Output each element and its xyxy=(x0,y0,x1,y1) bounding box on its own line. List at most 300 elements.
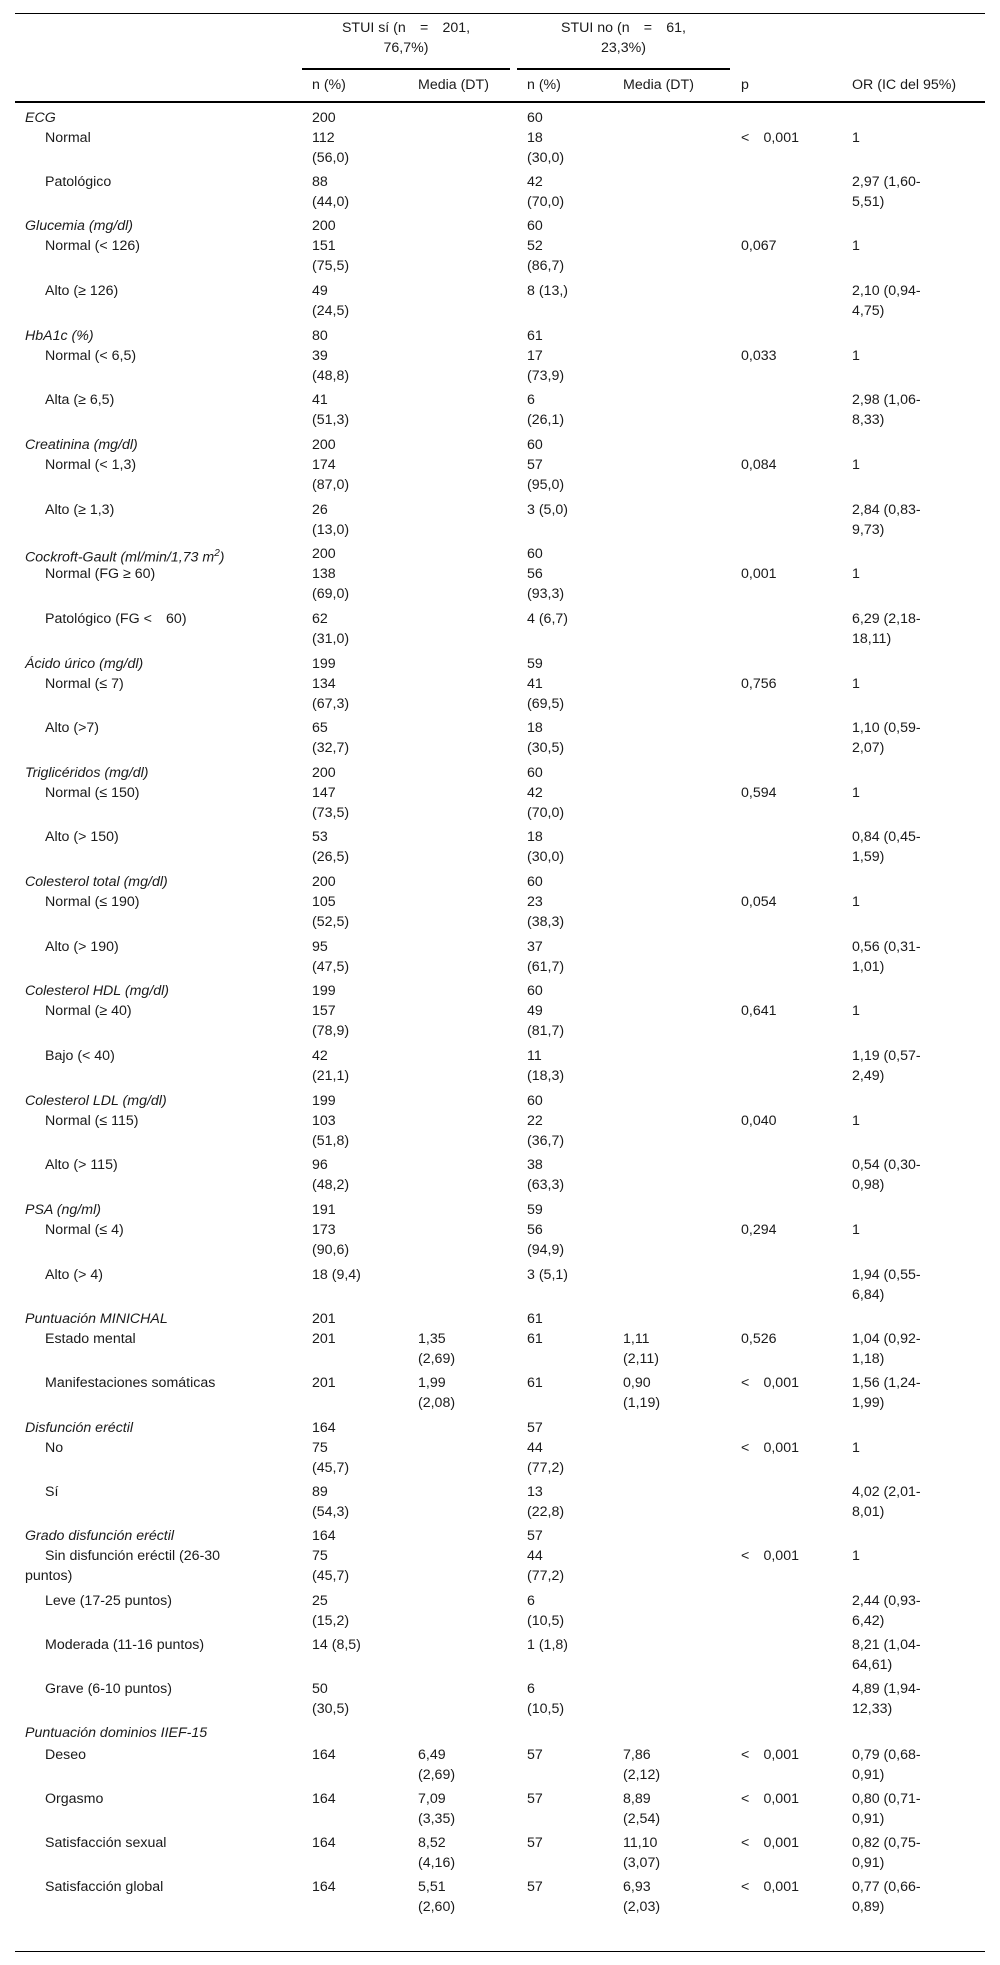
cell-si-n: 164 xyxy=(312,1835,336,1851)
cell-or: 0,84 (0,45- xyxy=(852,829,921,845)
cell-si-n: 164 xyxy=(312,1791,336,1807)
cell-p-value: < 0,001 xyxy=(741,130,799,146)
row-label: Manifestaciones somáticas xyxy=(45,1375,216,1391)
cell-no-n: 57 xyxy=(527,1879,543,1895)
cell-si-pct: (45,7) xyxy=(312,1460,350,1476)
cell-or-cont: 64,61) xyxy=(852,1657,893,1673)
cell-si-media: 7,09 xyxy=(418,1791,446,1807)
cell-no-n: 60 xyxy=(527,1093,543,1109)
cell-si-n: 103 xyxy=(312,1113,336,1129)
group-header-line: 76,7%) xyxy=(383,40,429,56)
table-bottom-rule xyxy=(15,1951,985,1952)
section-label: Puntuación dominios IIEF-15 xyxy=(25,1725,208,1741)
cell-no-n: 59 xyxy=(527,1202,543,1218)
cell-no-n: 57 xyxy=(527,1528,543,1544)
cell-or: 1 xyxy=(852,348,860,364)
cell-or: 1,19 (0,57- xyxy=(852,1048,921,1064)
cell-si-pct: (73,5) xyxy=(312,805,350,821)
row-label: Deseo xyxy=(45,1747,87,1763)
cell-no-n: 60 xyxy=(527,874,543,890)
cell-si-pct: (15,2) xyxy=(312,1613,350,1629)
cell-or: 1 xyxy=(852,457,860,473)
cell-no-pct: (94,9) xyxy=(527,1242,565,1258)
cell-si-n: 173 xyxy=(312,1222,336,1238)
cell-si-n: 89 xyxy=(312,1484,328,1500)
cell-or: 1 xyxy=(852,1548,860,1564)
cell-si-n: 14 (8,5) xyxy=(312,1637,361,1653)
cell-si-pct: (44,0) xyxy=(312,194,350,210)
row-label: Normal (≤ 115) xyxy=(45,1113,139,1129)
cell-or: 1 xyxy=(852,1222,860,1238)
cell-no-n: 61 xyxy=(527,1375,543,1391)
cell-no-pct: (93,3) xyxy=(527,586,565,602)
cell-no-n: 60 xyxy=(527,110,543,126)
cell-si-media: 8,52 xyxy=(418,1835,446,1851)
cell-si-n: 147 xyxy=(312,785,336,801)
cell-no-pct: (18,3) xyxy=(527,1068,565,1084)
section-label: PSA (ng/ml) xyxy=(25,1202,101,1218)
cell-or-cont: 0,89) xyxy=(852,1899,885,1915)
cell-no-n: 41 xyxy=(527,676,543,692)
section-label: Triglicéridos (mg/dl) xyxy=(25,765,149,781)
group-no-rule xyxy=(517,68,730,70)
cell-or: 1,10 (0,59- xyxy=(852,720,921,736)
cell-p-value: 0,084 xyxy=(741,457,777,473)
cell-no-n: 61 xyxy=(527,1311,543,1327)
cell-no-n: 49 xyxy=(527,1003,543,1019)
cell-no-pct: (73,9) xyxy=(527,368,565,384)
row-label: Alto (≥ 126) xyxy=(45,283,119,299)
cell-or: 4,89 (1,94- xyxy=(852,1681,921,1697)
cell-si-dt: (4,16) xyxy=(418,1855,456,1871)
row-label: Alto (> 150) xyxy=(45,829,119,845)
cell-no-pct: (81,7) xyxy=(527,1023,565,1039)
cell-si-pct: (54,3) xyxy=(312,1504,350,1520)
cell-si-n: 134 xyxy=(312,676,336,692)
row-label: Moderada (11-16 puntos) xyxy=(45,1637,205,1653)
col-header-p: p xyxy=(741,77,749,93)
section-label: Disfunción eréctil xyxy=(25,1420,134,1436)
cell-si-n: 199 xyxy=(312,656,336,672)
cell-si-n: 200 xyxy=(312,110,336,126)
cell-no-n: 13 xyxy=(527,1484,543,1500)
cell-or-cont: 0,91) xyxy=(852,1811,885,1827)
cell-or: 6,29 (2,18- xyxy=(852,611,921,627)
cell-or-cont: 1,59) xyxy=(852,849,885,865)
cell-si-pct: (75,5) xyxy=(312,258,350,274)
cell-no-n: 3 (5,1) xyxy=(527,1267,569,1283)
cell-si-dt: (2,08) xyxy=(418,1395,456,1411)
cell-or: 0,79 (0,68- xyxy=(852,1747,921,1763)
cell-or: 1 xyxy=(852,130,860,146)
cell-si-n: 50 xyxy=(312,1681,328,1697)
cell-no-n: 60 xyxy=(527,437,543,453)
cell-or: 0,56 (0,31- xyxy=(852,939,921,955)
cell-si-n: 26 xyxy=(312,502,328,518)
cell-or: 1 xyxy=(852,1440,860,1456)
section-label: Ácido úrico (mg/dl) xyxy=(25,656,144,672)
cell-si-media: 1,99 xyxy=(418,1375,446,1391)
cell-no-n: 11 xyxy=(527,1048,542,1064)
cell-si-pct: (48,2) xyxy=(312,1177,350,1193)
cell-or-cont: 6,42) xyxy=(852,1613,885,1629)
cell-si-pct: (52,5) xyxy=(312,914,350,930)
section-label: Creatinina (mg/dl) xyxy=(25,437,138,453)
section-label: Cockroft-Gault (ml/min/1,73 $m^2$) xyxy=(25,548,225,566)
section-label: ECG xyxy=(25,110,56,126)
cell-no-n: 37 xyxy=(527,939,543,955)
cell-or: 1 xyxy=(852,676,860,692)
cell-no-n: 60 xyxy=(527,765,543,781)
cell-si-n: 164 xyxy=(312,1528,336,1544)
section-label: Colesterol HDL (mg/dl) xyxy=(25,983,170,999)
group-si-rule xyxy=(302,68,510,70)
cell-no-pct: (10,5) xyxy=(527,1613,565,1629)
cell-si-dt: (2,69) xyxy=(418,1351,456,1367)
cell-no-n: 6 xyxy=(527,1593,535,1609)
row-label: Normal (< 6,5) xyxy=(45,348,137,364)
cell-si-media: 6,49 xyxy=(418,1747,446,1763)
cell-si-n: 42 xyxy=(312,1048,328,1064)
row-label: Satisfacción sexual xyxy=(45,1835,167,1851)
cell-no-pct: (63,3) xyxy=(527,1177,565,1193)
cell-si-n: 164 xyxy=(312,1420,336,1436)
row-label: Normal (≤ 7) xyxy=(45,676,124,692)
cell-si-pct: (13,0) xyxy=(312,522,350,538)
cell-no-n: 60 xyxy=(527,983,543,999)
cell-si-n: 199 xyxy=(312,1093,336,1109)
cell-no-pct: (69,5) xyxy=(527,696,565,712)
cell-no-media: 11,10 xyxy=(623,1835,658,1851)
cell-si-dt: (2,69) xyxy=(418,1767,456,1783)
cell-or: 1 xyxy=(852,238,860,254)
cell-or: 2,44 (0,93- xyxy=(852,1593,921,1609)
cell-p-value: 0,067 xyxy=(741,238,777,254)
cell-si-pct: (67,3) xyxy=(312,696,350,712)
row-label: Patológico (FG < 60) xyxy=(45,611,187,627)
cell-or-cont: 0,91) xyxy=(852,1855,885,1871)
cell-no-dt: (2,03) xyxy=(623,1899,661,1915)
cell-si-dt: (2,60) xyxy=(418,1899,456,1915)
cell-no-n: 57 xyxy=(527,1791,543,1807)
cell-p-value: < 0,001 xyxy=(741,1791,799,1807)
cell-si-n: 75 xyxy=(312,1548,328,1564)
cell-no-n: 56 xyxy=(527,1222,543,1238)
cell-p-value: 0,641 xyxy=(741,1003,777,1019)
cell-no-pct: (30,0) xyxy=(527,849,565,865)
cell-no-media: 0,90 xyxy=(623,1375,651,1391)
cell-si-n: 200 xyxy=(312,874,336,890)
cell-or: 1,56 (1,24- xyxy=(852,1375,921,1391)
cell-si-n: 138 xyxy=(312,566,336,582)
group-header-line: STUI sí (n = 201, xyxy=(341,20,471,36)
cell-no-n: 4 (6,7) xyxy=(527,611,569,627)
cell-or-cont: 2,49) xyxy=(852,1068,885,1084)
cell-no-n: 17 xyxy=(527,348,543,364)
cell-no-n: 60 xyxy=(527,546,543,562)
cell-si-n: 201 xyxy=(312,1375,336,1391)
cell-no-n: 23 xyxy=(527,894,543,910)
group-header-stui-no xyxy=(517,18,730,58)
cell-no-n: 57 xyxy=(527,1835,543,1851)
cell-or: 1 xyxy=(852,894,860,910)
cell-no-pct: (26,1) xyxy=(527,412,565,428)
cell-no-n: 18 xyxy=(527,720,543,736)
cell-si-pct: (24,5) xyxy=(312,303,350,319)
cell-no-dt: (1,19) xyxy=(623,1395,661,1411)
cell-or-cont: 0,98) xyxy=(852,1177,885,1193)
cell-si-pct: (47,5) xyxy=(312,959,350,975)
cell-no-n: 57 xyxy=(527,1420,543,1436)
table-top-rule xyxy=(15,13,985,14)
cell-no-n: 57 xyxy=(527,1747,543,1763)
cell-no-pct: (86,7) xyxy=(527,258,565,274)
row-label: Alto (>7) xyxy=(45,720,100,736)
cell-si-n: 157 xyxy=(312,1003,336,1019)
cell-no-media: 6,93 xyxy=(623,1879,651,1895)
cell-p-value: < 0,001 xyxy=(741,1548,799,1564)
group-header-line: 23,3%) xyxy=(601,40,646,56)
cell-no-n: 18 xyxy=(527,829,543,845)
row-label: Normal (FG ≥ 60) xyxy=(45,566,156,582)
cell-si-n: 200 xyxy=(312,437,336,453)
cell-no-n: 57 xyxy=(527,457,543,473)
cell-p-value: < 0,001 xyxy=(741,1747,799,1763)
cell-si-n: 201 xyxy=(312,1311,336,1327)
col-header-media-no: Media (DT) xyxy=(623,77,694,93)
cell-si-dt: (3,35) xyxy=(418,1811,456,1827)
cell-si-n: 95 xyxy=(312,939,328,955)
cell-si-n: 53 xyxy=(312,829,328,845)
cell-no-n: 56 xyxy=(527,566,543,582)
cell-or: 0,54 (0,30- xyxy=(852,1157,921,1173)
cell-p-value: < 0,001 xyxy=(741,1879,799,1895)
cell-or-cont: 6,84) xyxy=(852,1287,885,1303)
cell-si-n: 164 xyxy=(312,1879,336,1895)
cell-si-n: 62 xyxy=(312,611,328,627)
superscript: 2 xyxy=(214,548,220,559)
cell-or: 0,77 (0,66- xyxy=(852,1879,921,1895)
section-label: Colesterol LDL (mg/dl) xyxy=(25,1093,167,1109)
cell-si-n: 174 xyxy=(312,457,336,473)
cell-or-cont: 18,11) xyxy=(852,631,892,647)
row-label: Bajo (< 40) xyxy=(45,1048,115,1064)
cell-or: 8,21 (1,04- xyxy=(852,1637,921,1653)
cell-si-pct: (56,0) xyxy=(312,150,350,166)
cell-si-media: 1,35 xyxy=(418,1331,446,1347)
cell-no-media: 1,11 xyxy=(623,1331,650,1347)
cell-si-n: 80 xyxy=(312,328,328,344)
cell-no-n: 44 xyxy=(527,1440,543,1456)
cell-si-media: 5,51 xyxy=(418,1879,446,1895)
row-label: Alto (≥ 1,3) xyxy=(45,502,115,518)
cell-or-cont: 1,01) xyxy=(852,959,885,975)
row-label: Alto (> 4) xyxy=(45,1267,103,1283)
cell-no-n: 6 xyxy=(527,392,535,408)
cell-p-value: 0,001 xyxy=(741,566,777,582)
row-label: Normal (≤ 4) xyxy=(45,1222,124,1238)
cell-no-dt: (2,12) xyxy=(623,1767,661,1783)
cell-or-cont: 1,99) xyxy=(852,1395,885,1411)
cell-no-pct: (36,7) xyxy=(527,1133,565,1149)
cell-no-n: 61 xyxy=(527,1331,543,1347)
row-label: Grave (6-10 puntos) xyxy=(45,1681,172,1697)
cell-p-value: < 0,001 xyxy=(741,1440,799,1456)
cell-si-pct: (45,7) xyxy=(312,1568,350,1584)
cell-si-pct: (31,0) xyxy=(312,631,350,647)
cell-no-pct: (70,0) xyxy=(527,805,565,821)
cell-no-n: 59 xyxy=(527,656,543,672)
cell-or: 1,94 (0,55- xyxy=(852,1267,921,1283)
cell-si-pct: (51,8) xyxy=(312,1133,350,1149)
cell-si-n: 112 xyxy=(312,130,335,146)
cell-si-pct: (21,1) xyxy=(312,1068,350,1084)
cell-or-cont: 8,33) xyxy=(852,412,885,428)
cell-or-cont: 2,07) xyxy=(852,740,885,756)
cell-si-n: 200 xyxy=(312,218,336,234)
cell-or-cont: 8,01) xyxy=(852,1504,885,1520)
cell-no-n: 42 xyxy=(527,174,543,190)
header-bottom-rule xyxy=(15,101,985,103)
cell-no-n: 3 (5,0) xyxy=(527,502,569,518)
cell-or: 4,02 (2,01- xyxy=(852,1484,921,1500)
cell-p-value: 0,033 xyxy=(741,348,777,364)
row-label: Normal (≤ 150) xyxy=(45,785,140,801)
cell-no-pct: (70,0) xyxy=(527,194,565,210)
row-label: Orgasmo xyxy=(45,1791,104,1807)
cell-si-n: 191 xyxy=(312,1202,336,1218)
cell-or: 2,10 (0,94- xyxy=(852,283,921,299)
cell-si-n: 75 xyxy=(312,1440,328,1456)
cell-or-cont: 1,18) xyxy=(852,1351,885,1367)
cell-p-value: 0,526 xyxy=(741,1331,777,1347)
row-label: Satisfacción global xyxy=(45,1879,164,1895)
row-label: Normal xyxy=(45,130,91,146)
cell-no-dt: (2,11) xyxy=(623,1351,660,1367)
cell-si-n: 25 xyxy=(312,1593,328,1609)
section-label: Puntuación MINICHAL xyxy=(25,1311,168,1327)
cell-no-n: 52 xyxy=(527,238,543,254)
cell-no-n: 44 xyxy=(527,1548,543,1564)
cell-no-dt: (2,54) xyxy=(623,1811,661,1827)
cell-si-n: 96 xyxy=(312,1157,328,1173)
cell-no-n: 1 (1,8) xyxy=(527,1637,569,1653)
cell-or-cont: 12,33) xyxy=(852,1701,893,1717)
cell-no-pct: (61,7) xyxy=(527,959,565,975)
cell-si-pct: (48,8) xyxy=(312,368,350,384)
cell-no-n: 60 xyxy=(527,218,543,234)
cell-p-value: 0,594 xyxy=(741,785,777,801)
cell-p-value: 0,040 xyxy=(741,1113,777,1129)
cell-no-pct: (30,5) xyxy=(527,740,565,756)
section-label: HbA1c (%) xyxy=(25,328,94,344)
row-label: Normal (≤ 190) xyxy=(45,894,140,910)
cell-no-media: 8,89 xyxy=(623,1791,651,1807)
cell-p-value: < 0,001 xyxy=(741,1835,799,1851)
cell-si-n: 200 xyxy=(312,546,336,562)
cell-no-n: 6 xyxy=(527,1681,535,1697)
row-label: Normal (< 126) xyxy=(45,238,141,254)
cell-no-pct: (30,0) xyxy=(527,150,565,166)
row-label: Sin disfunción eréctil (26-30 xyxy=(45,1548,221,1564)
cell-or: 1 xyxy=(852,785,860,801)
cell-no-pct: (95,0) xyxy=(527,477,565,493)
cell-or: 2,97 (1,60- xyxy=(852,174,921,190)
cell-or: 1,04 (0,92- xyxy=(852,1331,921,1347)
cell-si-n: 41 xyxy=(312,392,328,408)
cell-or-cont: 5,51) xyxy=(852,194,885,210)
cell-si-n: 199 xyxy=(312,983,336,999)
row-label: Alto (> 115) xyxy=(45,1157,118,1173)
cell-or: 1 xyxy=(852,1003,860,1019)
col-header-n-no: n (%) xyxy=(527,77,561,93)
cell-no-n: 8 (13,) xyxy=(527,283,569,299)
cell-si-n: 39 xyxy=(312,348,328,364)
cell-no-pct: (38,3) xyxy=(527,914,565,930)
cell-no-pct: (77,2) xyxy=(527,1460,565,1476)
cell-si-pct: (30,5) xyxy=(312,1701,350,1717)
cell-or-cont: 9,73) xyxy=(852,522,885,538)
cell-or: 2,84 (0,83- xyxy=(852,502,921,518)
cell-p-value: 0,054 xyxy=(741,894,777,910)
cell-no-media: 7,86 xyxy=(623,1747,651,1763)
cell-si-n: 18 (9,4) xyxy=(312,1267,361,1283)
row-label: Estado mental xyxy=(45,1331,136,1347)
cell-si-pct: (32,7) xyxy=(312,740,350,756)
cell-no-n: 42 xyxy=(527,785,543,801)
cell-si-pct: (78,9) xyxy=(312,1023,350,1039)
cell-no-pct: (10,5) xyxy=(527,1701,565,1717)
cell-p-value: < 0,001 xyxy=(741,1375,799,1391)
section-label: Grado disfunción eréctil xyxy=(25,1528,175,1544)
cell-si-n: 200 xyxy=(312,765,336,781)
row-label: Leve (17-25 puntos) xyxy=(45,1593,172,1609)
row-label: No xyxy=(45,1440,64,1456)
row-label: Sí xyxy=(45,1484,59,1500)
row-label: Normal (< 1,3) xyxy=(45,457,137,473)
cell-or-cont: 0,91) xyxy=(852,1767,885,1783)
row-label: Patológico xyxy=(45,174,112,190)
cell-no-pct: (22,8) xyxy=(527,1504,565,1520)
col-header-media-si: Media (DT) xyxy=(418,77,489,93)
cell-si-n: 201 xyxy=(312,1331,336,1347)
section-label: Glucemia (mg/dl) xyxy=(25,218,134,234)
cell-si-n: 49 xyxy=(312,283,328,299)
row-label-cont: puntos) xyxy=(25,1568,73,1584)
cell-si-n: 65 xyxy=(312,720,328,736)
group-header-stui-si xyxy=(302,18,510,58)
cell-no-n: 18 xyxy=(527,130,543,146)
cell-si-n: 105 xyxy=(312,894,336,910)
cell-si-pct: (69,0) xyxy=(312,586,350,602)
cell-si-n: 88 xyxy=(312,174,328,190)
row-label: Normal (≥ 40) xyxy=(45,1003,132,1019)
row-label: Alta (≥ 6,5) xyxy=(45,392,115,408)
cell-si-n: 164 xyxy=(312,1747,336,1763)
col-header-n-si: n (%) xyxy=(312,77,346,93)
cell-no-n: 22 xyxy=(527,1113,543,1129)
section-label: Colesterol total (mg/dl) xyxy=(25,874,168,890)
cell-or-cont: 4,75) xyxy=(852,303,885,319)
cell-no-dt: (3,07) xyxy=(623,1855,661,1871)
cell-or: 2,98 (1,06- xyxy=(852,392,921,408)
cell-si-pct: (26,5) xyxy=(312,849,350,865)
row-label: Alto (> 190) xyxy=(45,939,119,955)
col-header-or: OR (IC del 95%) xyxy=(852,77,957,93)
cell-or: 0,82 (0,75- xyxy=(852,1835,921,1851)
cell-p-value: 0,756 xyxy=(741,676,777,692)
cell-p-value: 0,294 xyxy=(741,1222,777,1238)
